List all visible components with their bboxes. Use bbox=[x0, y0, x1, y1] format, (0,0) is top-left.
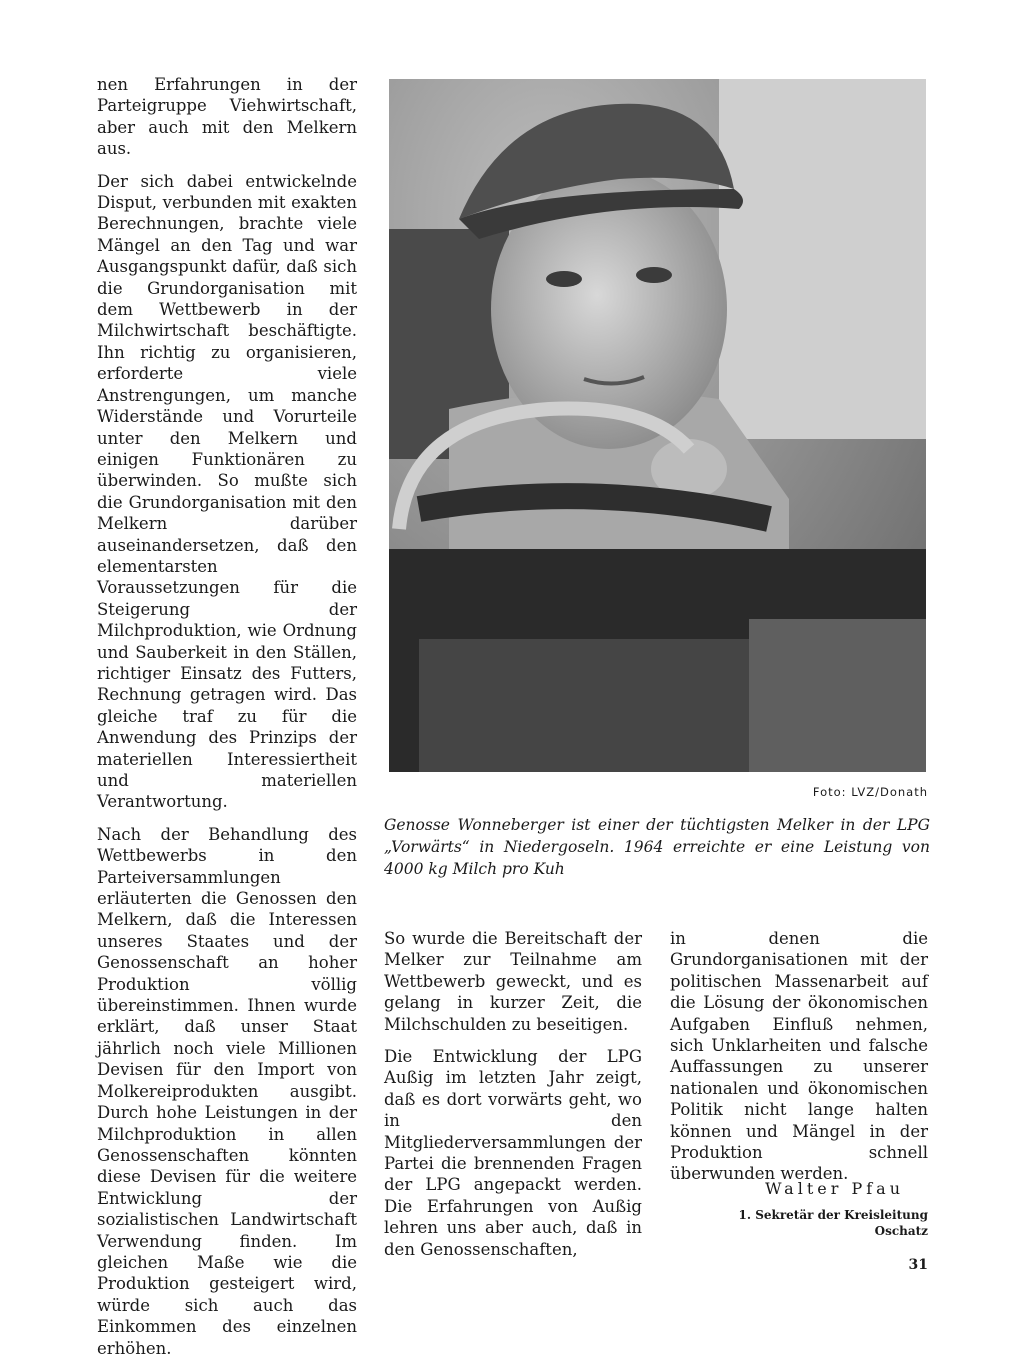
paragraph: Der sich dabei entwickelnde Disput, verbunden mit exakten Berechnungen, brachte viele Mängel an den Tag und war Ausgangspunkt dafür, daß sich die Grundorganisation mit dem Wettbewerb in der Milchwirtschaft beschäftigte. Ihn richtig zu organisieren, erforderte viele Anstrengungen, um manche Widerstände und Vorurteile unter den Melkern und einigen Funktionären zu überwinden. So mußte sich die Grundorganisation mit den Melkern darüber auseinandersetzen, daß den elementarsten Voraussetzungen für die Steigerung der Milchproduktion, wie Ordnung und Sauberkeit in den Ställen, richtiger Einsatz des Futters, Rechnung getragen wird. Das gleiche traf zu für die Anwendung des Prinzips der materiellen Interessiertheit und materiellen Verantwortung. bbox=[97, 171, 357, 812]
page-number: 31 bbox=[908, 1257, 928, 1273]
paragraph: Nach der Behandlung des Wettbewerbs in den Parteiversammlungen erläuterten die Genossen den Melkern, daß die Interessen unseres Staates und der Genossenschaft an hoher Produktion völlig übereinstimmen. Ihnen wurde erklärt, daß unser Staat jährlich noch viele Millionen Devisen für den Import von Molkereiprodukten ausgibt. Durch hohe Leistungen in der Milchproduktion in allen Genossenschaften könnten diese Devisen für die weitere Entwicklung der sozialistischen Landwirtschaft Verwendung finden. Im gleichen Maße wie die Produktion gesteigert wird, würde sich auch das Einkommen des einzelnen erhöhen. bbox=[97, 824, 357, 1358]
photo-caption: Genosse Wonneberger ist einer der tüchtigsten Melker in der LPG „Vorwärts“ in Niedergoseln. 1964 erreichte er eine Leistung von 4000 kg Milch pro Kuh bbox=[384, 816, 930, 878]
right-text-column bbox=[670, 928, 928, 1196]
paragraph: nen Erfahrungen in der Parteigruppe Viehwirtschaft, aber auch mit den Melkern aus. bbox=[97, 75, 357, 159]
middle-text-column bbox=[384, 928, 642, 1271]
paragraph: Die Entwicklung der LPG Außig im letzten Jahr zeigt, daß es dort vorwärts geht, wo in den Mitgliederversammlungen der Partei die brennenden Fragen der LPG angepackt werden. Die Erfahrungen von Außig lehren uns aber auch, daß in den Genossenschaften, bbox=[384, 1047, 642, 1259]
portrait-photo bbox=[389, 79, 926, 772]
left-text-column bbox=[97, 74, 357, 1370]
portrait-photo-illustration bbox=[389, 79, 926, 772]
author-title-line: 1. Sekretär der Kreisleitung bbox=[738, 1208, 928, 1222]
author-title-line: Oschatz bbox=[874, 1224, 928, 1238]
author-title bbox=[690, 1207, 928, 1239]
photo-credit: Foto: LVZ/Donath bbox=[812, 785, 928, 799]
author-name: Walter Pfau bbox=[765, 1179, 904, 1198]
paragraph: in denen die Grundorganisationen mit der politischen Massenarbeit auf die Lösung der ökonomischen Aufgaben Einfluß nehmen, sich Unklarheiten und falsche Auffassungen zu unserer nationalen und ökonomischen Politik nicht lange halten können und Mängel in der Produktion schnell überwunden werden. bbox=[670, 929, 928, 1184]
paragraph: So wurde die Bereitschaft der Melker zur Teilnahme am Wettbewerb geweckt, und es gelang in kurzer Zeit, die Milchschulden zu beseitigen. bbox=[384, 929, 642, 1034]
